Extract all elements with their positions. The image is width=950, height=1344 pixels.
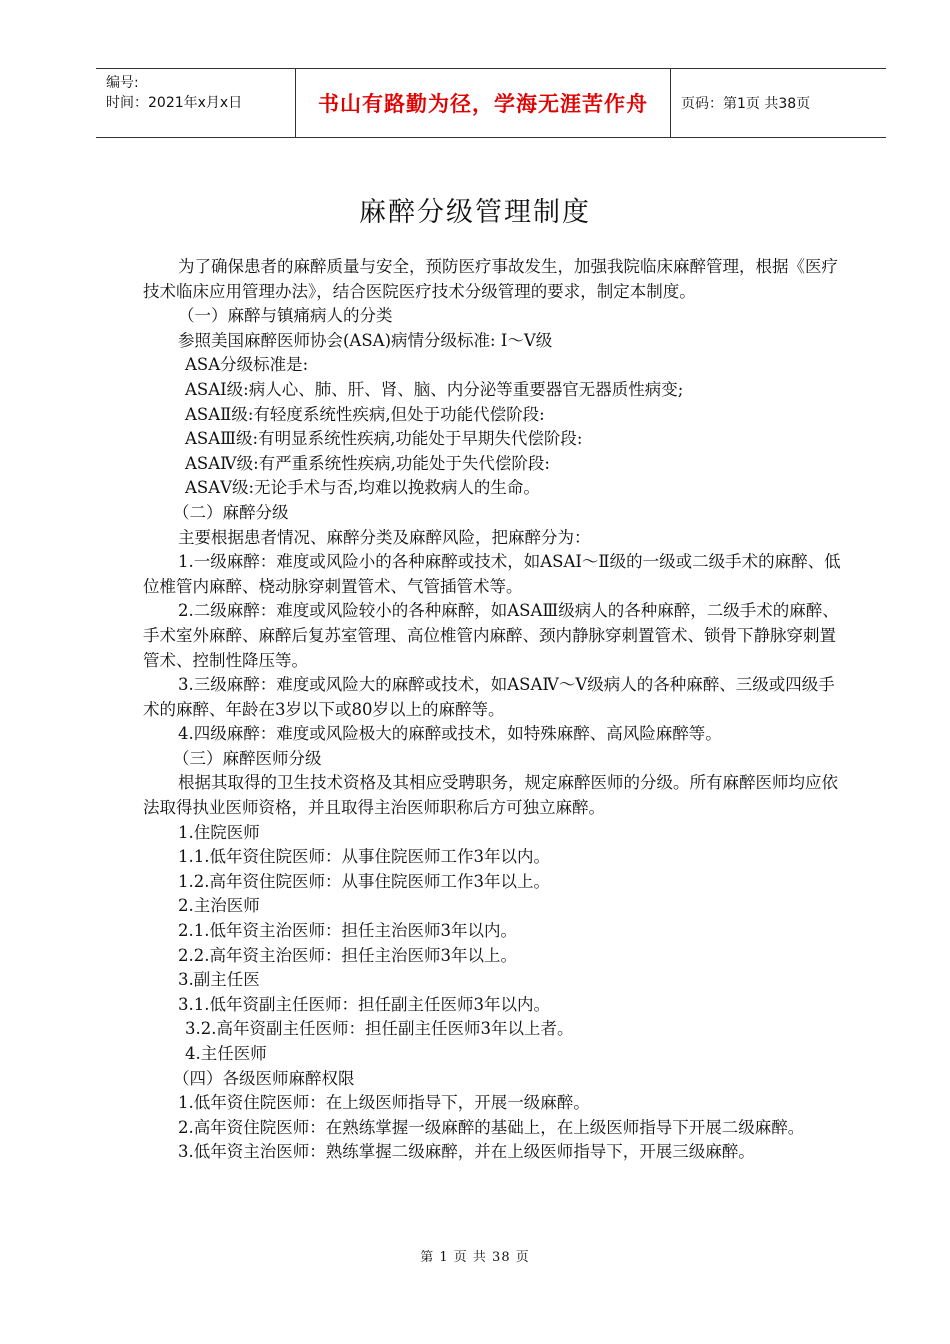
- section-heading: （二）麻醉分级: [173, 502, 289, 522]
- header-motto: 书山有路勤为径，学海无涯苦作舟: [296, 69, 671, 137]
- list-item: ASAⅤ级:无论手术与否,均难以挽救病人的生命。: [185, 478, 540, 498]
- list-item: 1.住院医师: [178, 822, 260, 842]
- list-item: 2.2.高年资主治医师：担任主治医师3年以上。: [178, 945, 517, 965]
- list-item: 1.低年资住院医师：在上级医师指导下，开展一级麻醉。: [178, 1093, 590, 1113]
- list-item: 4.主任医师: [185, 1044, 267, 1063]
- list-item: 3.副主任医: [178, 970, 260, 990]
- paragraph: 1.一级麻醉：难度或风险小的各种麻醉或技术，如ASAⅠ～Ⅱ级的一级或二级手术的麻醉、低位椎管内麻醉、桡动脉穿刺置管术、气管插管术等。: [143, 552, 841, 596]
- document-body: [143, 255, 843, 1165]
- list-item: 3.1.低年资副主任医师：担任副主任医师3年以内。: [178, 994, 550, 1014]
- header-page-info: 页码：第1页 共38页: [681, 96, 811, 112]
- list-item: 3.低年资主治医师：熟练掌握二级麻醉，并在上级医师指导下，开展三级麻醉。: [178, 1142, 755, 1162]
- section-heading: （三）麻醉医师分级: [173, 748, 322, 768]
- page-footer: 第 1 页 共 38 页: [420, 1250, 530, 1265]
- list-item: ASAⅢ级:有明显系统性疾病,功能处于早期失代偿阶段:: [185, 429, 583, 449]
- paragraph: 参照美国麻醉医师协会(ASA)病情分级标准: Ⅰ～Ⅴ级: [178, 330, 553, 350]
- list-item: 2.主治医师: [178, 896, 260, 916]
- section-heading: （一）麻醉与镇痛病人的分类: [178, 306, 393, 326]
- document-date: 时间：2021年x月x日: [106, 95, 243, 111]
- list-item: 1.1.低年资住院医师：从事住院医师工作3年以内。: [178, 847, 550, 867]
- list-item: ASAⅠ级:病人心、肺、肝、肾、脑、内分泌等重要器官无器质性病变;: [185, 379, 684, 399]
- paragraph: 4.四级麻醉：难度或风险极大的麻醉或技术，如特殊麻醉、高风险麻醉等。: [178, 724, 722, 744]
- list-item: ASA分级标准是:: [185, 355, 309, 375]
- list-item: ASAⅡ级:有轻度系统性疾病,但处于功能代偿阶段:: [185, 404, 545, 424]
- list-item: 2.1.低年资主治医师：担任主治医师3年以内。: [178, 921, 517, 941]
- paragraph: 2.二级麻醉：难度或风险较小的各种麻醉，如ASAⅢ级病人的各种麻醉，二级手术的麻醉、手术室外麻醉、麻醉后复苏室管理、高位椎管内麻醉、颈内静脉穿刺置管术、锁骨下静脉穿刺置管术、控制性降压等。: [143, 601, 839, 670]
- paragraph: 主要根据患者情况、麻醉分类及麻醉风险，把麻醉分为：: [178, 527, 591, 547]
- paragraph: 为了确保患者的麻醉质量与安全，预防医疗事故发生，加强我院临床麻醉管理，根据《医疗技术临床应用管理办法》，结合医院医疗技术分级管理的要求，制定本制度。: [143, 257, 838, 301]
- header-meta: [96, 69, 296, 137]
- list-item: 1.2.高年资住院医师：从事住院医师工作3年以上。: [178, 871, 550, 891]
- list-item: 2.高年资住院医师：在熟练掌握一级麻醉的基础上，在上级医师指导下开展二级麻醉。: [178, 1117, 805, 1137]
- section-heading: （四）各级医师麻醉权限: [173, 1068, 355, 1088]
- list-item: 3.2.高年资副主任医师：担任副主任医师3年以上者。: [185, 1019, 574, 1039]
- page-header: [96, 68, 886, 138]
- list-item: ASAⅣ级:有严重系统性疾病,功能处于失代偿阶段:: [185, 453, 550, 473]
- document-title: 麻醉分级管理制度: [359, 197, 591, 228]
- document-number-label: 编号:: [106, 75, 139, 91]
- paragraph: 根据其取得的卫生技术资格及其相应受聘职务，规定麻醉医师的分级。所有麻醉医师均应依法取得执业医师资格，并且取得主治医师职称后方可独立麻醉。: [143, 773, 838, 818]
- paragraph: 3.三级麻醉：难度或风险大的麻醉或技术，如ASAⅣ～Ⅴ级病人的各种麻醉、三级或四级手术的麻醉、年龄在3岁以下或80岁以上的麻醉等。: [143, 675, 835, 719]
